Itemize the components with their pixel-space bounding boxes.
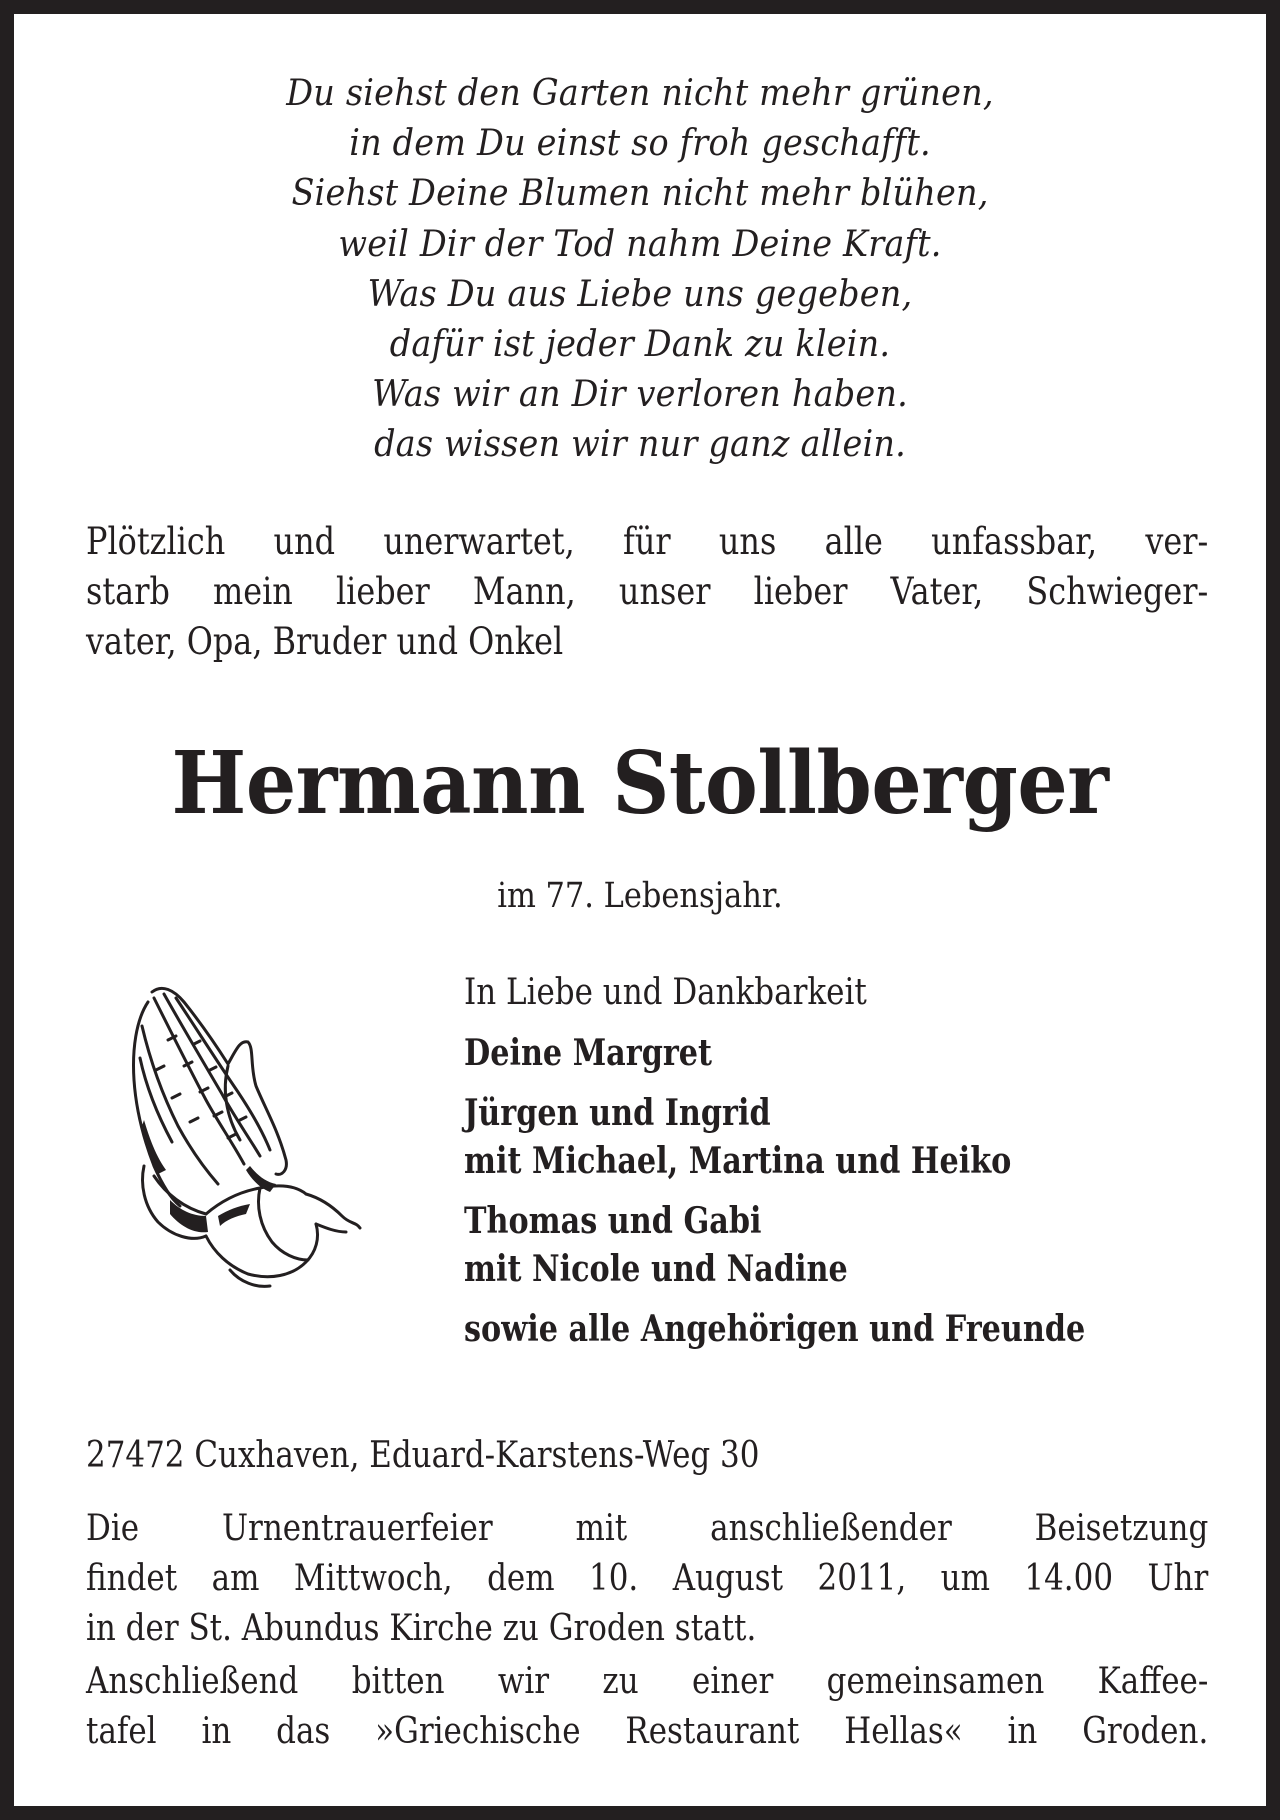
service-line: findet am Mittwoch, dem 10. August 2011, um 14.00 Uhr xyxy=(86,1558,1209,1599)
reception-info xyxy=(86,1657,1208,1757)
mourner-line: sowie alle Angehörigen und Freunde xyxy=(464,1308,1086,1350)
poem-line: das wissen wir nur ganz allein. xyxy=(374,424,906,466)
mourner-line: Jürgen und Ingrid xyxy=(464,1092,771,1134)
reception-line: tafel in das »Griechische Restaurant Hellas« in Groden. xyxy=(86,1711,1209,1752)
praying-hands-icon xyxy=(110,970,372,1294)
death-announcement-text xyxy=(86,517,1208,667)
poem-line: dafür ist jeder Dank zu klein. xyxy=(389,324,891,366)
mourner-group xyxy=(464,1029,1264,1077)
mourner-group xyxy=(464,1305,1264,1353)
memorial-poem xyxy=(58,69,1222,471)
poem-line: Du siehst den Garten nicht mehr grünen, xyxy=(286,73,994,114)
mourner-line: mit Nicole und Nadine xyxy=(464,1248,848,1290)
poem-line: in dem Du einst so froh geschafft. xyxy=(349,123,931,165)
mourners-list xyxy=(464,969,1264,1365)
deceased-age: im 77. Lebensjahr. xyxy=(497,876,783,916)
mourner-line: Deine Margret xyxy=(464,1032,712,1074)
poem-line: weil Dir der Tod nahm Deine Kraft. xyxy=(338,223,942,265)
deceased-name: Hermann Stollberger xyxy=(171,733,1109,834)
obituary-notice xyxy=(14,14,1266,1806)
mourner-line: mit Michael, Martina und Heiko xyxy=(464,1140,1012,1182)
service-line: Die Urnentrauerfeier mit anschließender Beisetzung xyxy=(86,1508,1209,1549)
announcement-line: Plötzlich und unerwartet, für uns alle unfassbar, ver- xyxy=(86,520,1209,563)
poem-line: Siehst Deine Blumen nicht mehr blühen, xyxy=(291,173,989,215)
reception-line: Anschließend bitten wir zu einer gemeinsamen Kaffee- xyxy=(86,1661,1209,1702)
poem-line: Was Du aus Liebe uns gegeben, xyxy=(367,273,913,315)
funeral-service-info xyxy=(86,1504,1208,1654)
announcement-line: starb mein lieber Mann, unser lieber Vater, Schwieger- xyxy=(86,570,1209,613)
mourner-group xyxy=(464,1197,1264,1293)
mourner-group xyxy=(464,1089,1264,1185)
announcement-line: vater, Opa, Bruder und Onkel xyxy=(86,620,564,663)
mourners-intro: In Liebe und Dankbarkeit xyxy=(464,972,867,1013)
service-line: in der St. Abundus Kirche zu Groden statt. xyxy=(86,1608,757,1649)
family-address: 27472 Cuxhaven, Eduard-Karstens-Weg 30 xyxy=(86,1435,760,1476)
poem-line: Was wir an Dir verloren haben. xyxy=(372,374,908,416)
mourner-line: Thomas und Gabi xyxy=(464,1200,762,1242)
